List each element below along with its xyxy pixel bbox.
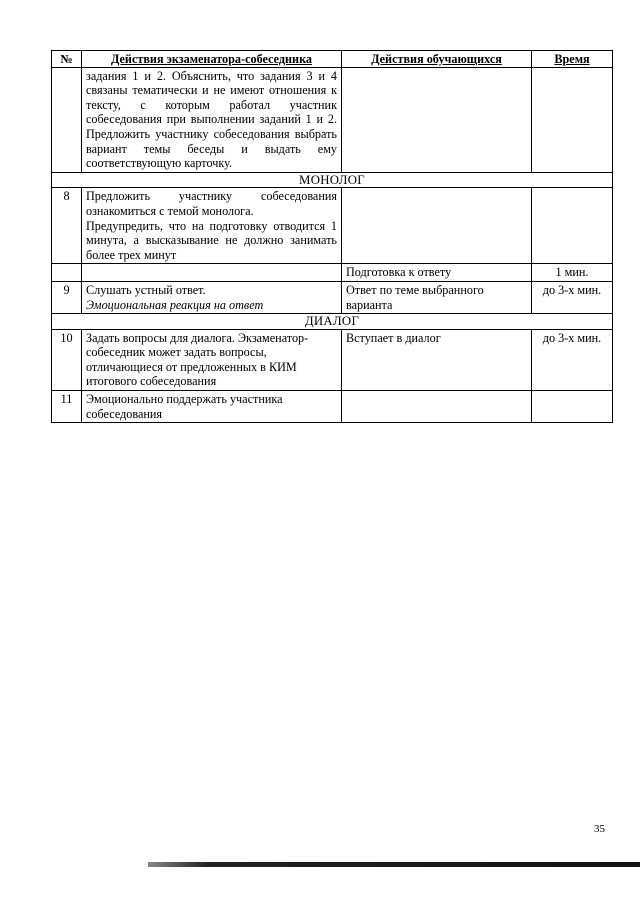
student-action: [342, 391, 532, 423]
scan-edge-shadow: [148, 862, 640, 867]
student-action: Подготовка к ответу: [342, 264, 532, 282]
examiner-action: Задать вопросы для диалога. Экзаменатор-собеседник может задать вопросы, отличающиеся от предложенных в КИМ итогового собеседования: [82, 329, 342, 390]
examiner-action-line: Слушать устный ответ.: [86, 282, 206, 297]
examiner-action: [82, 188, 342, 264]
row-num: [52, 67, 82, 172]
student-action: Вступает в диалог: [342, 329, 532, 390]
table-row: [52, 281, 613, 313]
table-row: [52, 67, 613, 172]
header-num: №: [52, 51, 82, 68]
examiner-action: Эмоционально поддержать участника собеседования: [82, 391, 342, 423]
table-header-row: [52, 51, 613, 68]
row-num: [52, 264, 82, 282]
examiner-action-line-italic: Эмоциональная реакция на ответ: [86, 297, 264, 312]
time-cell: 1 мин.: [532, 264, 613, 282]
table-row: [52, 391, 613, 423]
table-row: [52, 188, 613, 264]
time-cell: до 3-х мин.: [532, 329, 613, 390]
student-action: [342, 67, 532, 172]
header-student-actions: Действия обучающихся: [342, 51, 532, 68]
section-title-dialog: ДИАЛОГ: [52, 314, 613, 330]
row-num: 9: [52, 281, 82, 313]
procedure-table: [51, 50, 613, 423]
time-cell: [532, 67, 613, 172]
examiner-action: [82, 281, 342, 313]
examiner-action: задания 1 и 2. Объяснить, что задания 3 и 4 связаны тематически и не имеют отношения к тексту, с которым работал участник собеседования при выполнении заданий 1 и 2. Предложить участнику собеседования выбрать вариант темы беседы и выдать ему соответствующую карточку.: [82, 67, 342, 172]
time-cell: до 3-х мин.: [532, 281, 613, 313]
examiner-action: [82, 264, 342, 282]
row-num: 11: [52, 391, 82, 423]
section-row-dialog: [52, 314, 613, 330]
section-title-monolog: МОНОЛОГ: [52, 172, 613, 188]
examiner-action-line: Предупредить, что на подготовку отводится 1 минута, а высказывание не должно занимать более трех минут: [86, 218, 337, 262]
examiner-action-line: Предложить участнику собеседования ознакомиться с темой монолога.: [86, 189, 337, 218]
header-time: Время: [532, 51, 613, 68]
time-cell: [532, 391, 613, 423]
student-action: Ответ по теме выбранного варианта: [342, 281, 532, 313]
page-number: 35: [594, 823, 605, 835]
row-num: 8: [52, 188, 82, 264]
row-num: 10: [52, 329, 82, 390]
time-cell: [532, 188, 613, 264]
student-action: [342, 188, 532, 264]
header-examiner-actions: Действия экзаменатора-собеседника: [82, 51, 342, 68]
section-row-monolog: [52, 172, 613, 188]
table-row: [52, 264, 613, 282]
table-row: [52, 329, 613, 390]
